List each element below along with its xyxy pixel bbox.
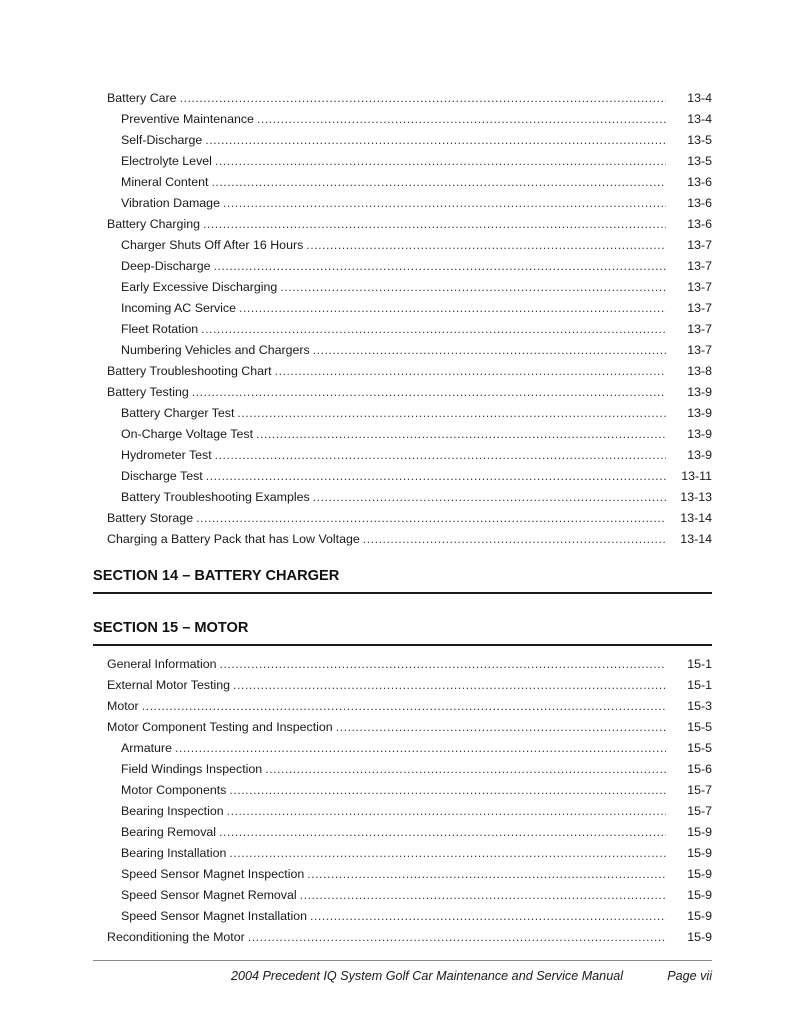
toc-entry[interactable] [107, 717, 712, 737]
toc-dot-leader [313, 340, 666, 360]
toc-entry-title: Early Excessive Discharging [121, 280, 278, 294]
toc-dot-leader [275, 361, 666, 381]
toc-entry-page: 15-9 [687, 846, 712, 860]
toc-dot-leader [205, 130, 666, 150]
toc-entry-title: Bearing Inspection [121, 804, 224, 818]
toc-entry-page: 13-13 [680, 490, 712, 504]
toc-entry[interactable] [121, 780, 712, 800]
toc-entry-title: Numbering Vehicles and Chargers [121, 343, 310, 357]
toc-entry-page: 15-9 [687, 888, 712, 902]
toc-entry-title: Motor Components [121, 783, 227, 797]
toc-dot-leader [233, 675, 666, 695]
toc-entry[interactable] [121, 906, 712, 926]
toc-entry-page: 15-9 [687, 909, 712, 923]
toc-entry-page: 13-7 [687, 343, 712, 357]
toc-entry-page: 13-5 [687, 133, 712, 147]
toc-entry-title: Battery Storage [107, 511, 194, 525]
toc-entry-title: Reconditioning the Motor [107, 930, 245, 944]
toc-entry-title: Battery Troubleshooting Examples [121, 490, 310, 504]
toc-entry[interactable] [121, 759, 712, 779]
section-15-title: SECTION 15 – MOTOR [93, 620, 249, 636]
footer-page-number: Page vii [667, 969, 712, 983]
toc-dot-leader [215, 445, 666, 465]
toc-dot-leader [280, 277, 666, 297]
toc-dot-leader [313, 487, 666, 507]
toc-dot-leader [248, 927, 666, 947]
toc-entry-title: Battery Charging [107, 217, 200, 231]
toc-entry[interactable] [107, 696, 712, 716]
toc-entry[interactable] [121, 885, 712, 905]
toc-entry[interactable] [121, 256, 712, 276]
toc-entry[interactable] [121, 466, 712, 486]
toc-entry[interactable] [107, 927, 712, 947]
toc-entry[interactable] [121, 130, 712, 150]
toc-entry-title: Motor Component Testing and Inspection [107, 720, 333, 734]
toc-dot-leader [206, 466, 666, 486]
toc-entry-page: 13-7 [687, 322, 712, 336]
toc-dot-leader [257, 109, 666, 129]
toc-entry[interactable] [121, 487, 712, 507]
toc-entry[interactable] [107, 675, 712, 695]
section-14-title: SECTION 14 – BATTERY CHARGER [93, 568, 340, 584]
toc-entry-page: 13-6 [687, 175, 712, 189]
toc-entry[interactable] [121, 298, 712, 318]
toc-entry-page: 15-9 [687, 867, 712, 881]
toc-dot-leader [142, 696, 666, 716]
toc-entry-title: Charger Shuts Off After 16 Hours [121, 238, 304, 252]
toc-entry-page: 13-6 [687, 196, 712, 210]
toc-entry[interactable] [121, 172, 712, 192]
toc-entry[interactable] [121, 445, 712, 465]
toc-entry-page: 15-1 [687, 657, 712, 671]
toc-entry[interactable] [107, 361, 712, 381]
toc-entry[interactable] [107, 654, 712, 674]
toc-dot-leader [310, 906, 666, 926]
toc-dot-leader [306, 235, 666, 255]
toc-entry-title: Discharge Test [121, 469, 203, 483]
toc-entry[interactable] [121, 193, 712, 213]
toc-dot-leader [211, 172, 666, 192]
toc-entry[interactable] [121, 864, 712, 884]
toc-entry[interactable] [107, 508, 712, 528]
toc-entry[interactable] [121, 403, 712, 423]
toc-entry[interactable] [121, 235, 712, 255]
toc-dot-leader [300, 885, 666, 905]
toc-dot-leader [223, 193, 666, 213]
toc-entry-page: 15-5 [687, 741, 712, 755]
toc-dot-leader [336, 717, 666, 737]
toc-dot-leader [307, 864, 666, 884]
toc-entry[interactable] [121, 738, 712, 758]
toc-entry-title: Battery Care [107, 91, 177, 105]
toc-entry-title: Hydrometer Test [121, 448, 212, 462]
toc-entry-page: 13-14 [680, 511, 712, 525]
toc-entry[interactable] [121, 109, 712, 129]
toc-entry-title: Charging a Battery Pack that has Low Voltage [107, 532, 360, 546]
toc-entry[interactable] [107, 88, 712, 108]
footer-divider [93, 960, 712, 961]
toc-entry[interactable] [121, 151, 712, 171]
toc-dot-leader [220, 654, 666, 674]
toc-entry-page: 15-3 [687, 699, 712, 713]
toc-dot-leader [201, 319, 666, 339]
toc-entry[interactable] [121, 319, 712, 339]
toc-dot-leader [203, 214, 666, 234]
toc-entry-title: General Information [107, 657, 217, 671]
toc-dot-leader [215, 151, 666, 171]
toc-entry-title: Battery Troubleshooting Chart [107, 364, 272, 378]
toc-entry-page: 13-4 [687, 112, 712, 126]
toc-dot-leader [256, 424, 666, 444]
toc-entry-page: 15-1 [687, 678, 712, 692]
section-heading-15 [93, 618, 712, 646]
toc-dot-leader [363, 529, 666, 549]
toc-entry-title: Bearing Installation [121, 846, 227, 860]
toc-entry-page: 13-4 [687, 91, 712, 105]
toc-entry-page: 15-7 [687, 804, 712, 818]
toc-entry-title: Preventive Maintenance [121, 112, 254, 126]
toc-entry[interactable] [121, 822, 712, 842]
toc-dot-leader [239, 298, 666, 318]
toc-entry-page: 15-7 [687, 783, 712, 797]
toc-entry[interactable] [107, 529, 712, 549]
toc-entry-title: Fleet Rotation [121, 322, 199, 336]
toc-entry[interactable] [121, 801, 712, 821]
toc-entry-title: Deep-Discharge [121, 259, 211, 273]
toc-entry-page: 13-9 [687, 406, 712, 420]
toc-entry[interactable] [121, 843, 712, 863]
toc-entry[interactable] [107, 214, 712, 234]
toc-entry-title: Motor [107, 699, 139, 713]
toc-entry-title: Battery Charger Test [121, 406, 235, 420]
toc-entry-page: 15-9 [687, 930, 712, 944]
toc-entry-page: 13-9 [687, 427, 712, 441]
toc-entry-page: 13-9 [687, 385, 712, 399]
toc-entry-page: 13-14 [680, 532, 712, 546]
toc-entry-title: Incoming AC Service [121, 301, 237, 315]
toc-entry-title: Speed Sensor Magnet Installation [121, 909, 307, 923]
toc-dot-leader [229, 780, 666, 800]
toc-entry-page: 13-8 [687, 364, 712, 378]
section-heading-14 [93, 566, 712, 594]
toc-entry-title: Armature [121, 741, 172, 755]
toc-entry-page: 15-9 [687, 825, 712, 839]
toc-entry-title: Self-Discharge [121, 133, 203, 147]
toc-entry-title: Mineral Content [121, 175, 209, 189]
toc-entry-page: 15-5 [687, 720, 712, 734]
toc-dot-leader [192, 382, 666, 402]
toc-entry-title: Electrolyte Level [121, 154, 212, 168]
page-footer [93, 966, 712, 986]
toc-entry-page: 13-11 [681, 469, 712, 483]
toc-dot-leader [229, 843, 666, 863]
toc-entry-page: 13-5 [687, 154, 712, 168]
toc-entry-page: 13-7 [687, 280, 712, 294]
toc-entry-page: 13-7 [687, 259, 712, 273]
toc-entry-title: Speed Sensor Magnet Inspection [121, 867, 305, 881]
toc-entry-title: Speed Sensor Magnet Removal [121, 888, 297, 902]
toc-entry[interactable] [121, 424, 712, 444]
toc-dot-leader [265, 759, 666, 779]
toc-entry-page: 13-6 [687, 217, 712, 231]
toc-dot-leader [180, 88, 666, 108]
toc-entry-title: Vibration Damage [121, 196, 220, 210]
toc-dot-leader [175, 738, 666, 758]
toc-entry-page: 13-7 [687, 301, 712, 315]
toc-dot-leader [196, 508, 666, 528]
toc-entry-page: 13-7 [687, 238, 712, 252]
toc-entry[interactable] [107, 382, 712, 402]
toc-entry-title: On-Charge Voltage Test [121, 427, 254, 441]
toc-entry-title: External Motor Testing [107, 678, 231, 692]
toc-entry-page: 15-6 [687, 762, 712, 776]
toc-entry-title: Battery Testing [107, 385, 189, 399]
toc-entry[interactable] [121, 340, 712, 360]
toc-entry-title: Field Windings Inspection [121, 762, 263, 776]
footer-manual-title: 2004 Precedent IQ System Golf Car Maintenance and Service Manual [230, 969, 623, 983]
toc-entry[interactable] [121, 277, 712, 297]
toc-dot-leader [214, 256, 666, 276]
toc-dot-leader [237, 403, 666, 423]
toc-entry-page: 13-9 [687, 448, 712, 462]
toc-dot-leader [227, 801, 666, 821]
toc-entry-title: Bearing Removal [121, 825, 217, 839]
toc-dot-leader [219, 822, 666, 842]
